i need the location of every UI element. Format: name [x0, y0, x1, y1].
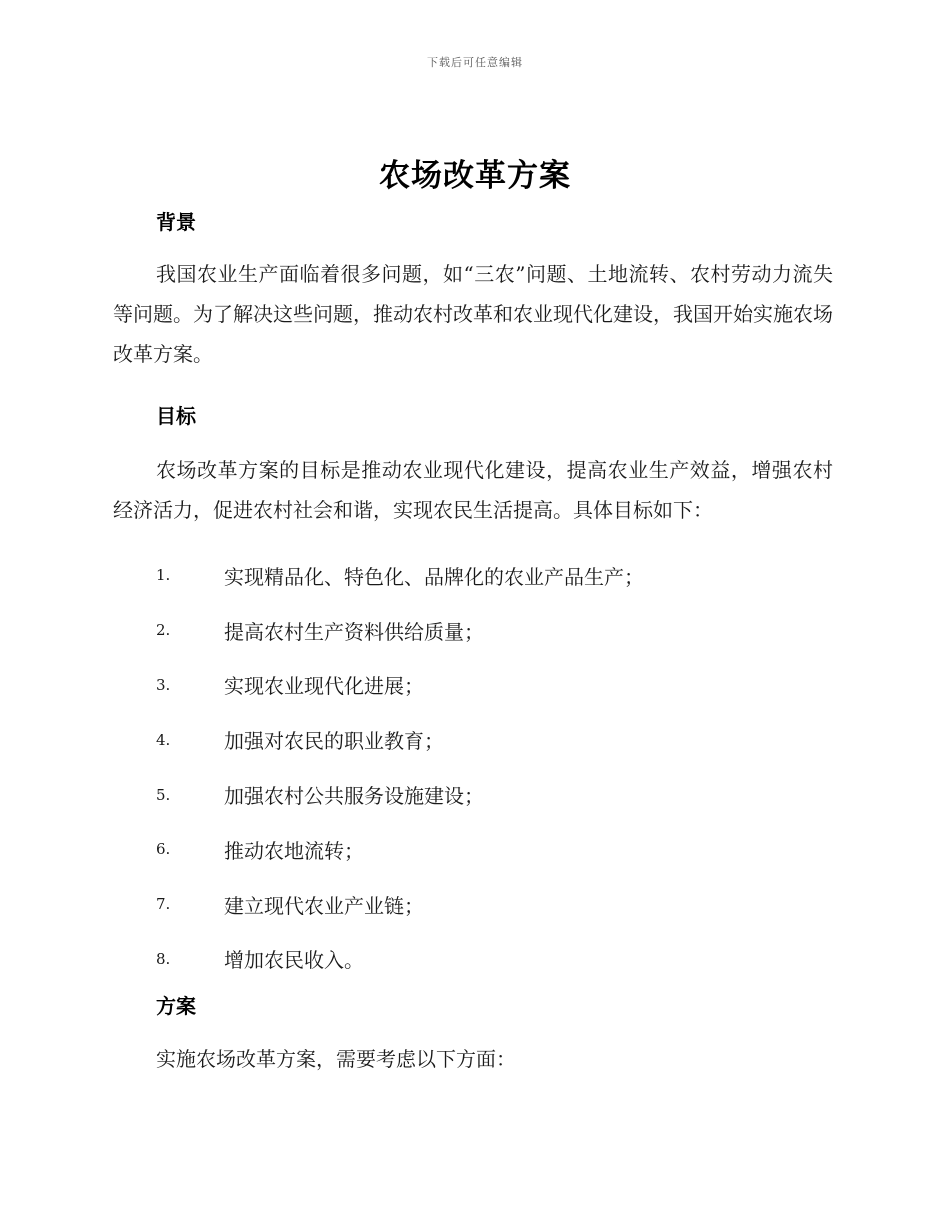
list-item-number: 3. [156, 675, 171, 694]
page-header: 下载后可任意编辑 [427, 56, 523, 69]
list-item [156, 822, 644, 877]
list-item-text: 实现精品化、特色化、品牌化的农业产品生产； [224, 564, 644, 589]
list-item-text: 提高农村生产资料供给质量； [224, 619, 484, 644]
list-item-number: 8. [156, 949, 171, 968]
list-item-number: 7. [156, 895, 171, 914]
paragraph-plan: 实施农场改革方案，需要考虑以下方面： [156, 1047, 516, 1071]
list-item-number: 5. [156, 785, 171, 804]
list-item [156, 932, 644, 987]
section-heading-plan: 方案 [156, 994, 196, 1018]
list-item-text: 建立现代农业产业链； [224, 893, 424, 918]
goals-list [156, 548, 644, 986]
list-item-text: 增加农民收入。 [224, 948, 364, 973]
list-item-number: 4. [156, 730, 171, 749]
document-title: 农场改革方案 [379, 158, 571, 194]
list-item [156, 658, 644, 713]
list-item-number: 2. [156, 621, 171, 640]
list-item [156, 877, 644, 932]
list-item [156, 548, 644, 603]
list-item-text: 实现农业现代化进展； [224, 674, 424, 699]
list-item-text: 推动农地流转； [224, 838, 364, 863]
list-item [156, 603, 644, 658]
list-item-number: 1. [156, 566, 171, 585]
paragraph-goals: 农场改革方案的目标是推动农业现代化建设，提高农业生产效益，增强农村经济活力，促进农村社会和谐，实现农民生活提高。具体目标如下： [113, 458, 833, 522]
list-item-text: 加强对农民的职业教育； [224, 729, 444, 754]
list-item-text: 加强农村公共服务设施建设； [224, 784, 484, 809]
list-item [156, 712, 644, 767]
list-item-number: 6. [156, 840, 171, 859]
list-item [156, 767, 644, 822]
paragraph-background: 我国农业生产面临着很多问题，如“三农”问题、土地流转、农村劳动力流失等问题。为了解决这些问题，推动农村改革和农业现代化建设，我国开始实施农场改革方案。 [113, 262, 833, 366]
section-heading-goals: 目标 [156, 404, 196, 428]
section-heading-background: 背景 [156, 210, 196, 234]
